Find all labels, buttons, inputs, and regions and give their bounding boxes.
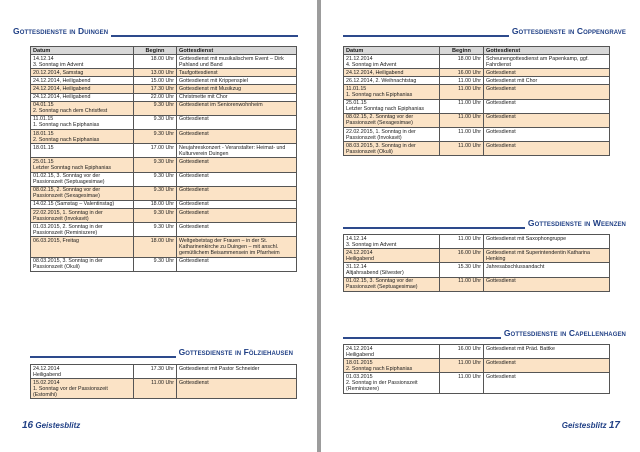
cell-date: 08.03.2015, 3. Sonntag in der Passionszeit (Okuli) — [344, 142, 440, 156]
section-title: Gottesdienste in Duingen — [10, 26, 111, 37]
cell-time: 9.30 Uhr — [134, 223, 177, 237]
table-row — [344, 85, 610, 99]
table-row — [31, 379, 297, 399]
cell-time: 11.00 Uhr — [440, 142, 484, 156]
cell-time: 18.00 Uhr — [440, 55, 484, 69]
cell-date: 01.03.2015, 2. Sonntag in der Passionszeit (Reminiszere) — [31, 223, 134, 237]
cell-date: 18.01.2015 2. Sonntag nach Epiphanias — [344, 359, 440, 373]
table-row — [31, 237, 297, 257]
table-row — [344, 55, 610, 69]
header-date: Datum — [31, 47, 134, 55]
schedule-table-coppengrave — [343, 46, 610, 156]
cell-service: Gottesdienst im Seniorenwohnheim — [177, 101, 297, 115]
cell-service: Gottesdienst — [484, 99, 610, 113]
cell-date: 26.12.2014, 2. Weihnachtstag — [344, 77, 440, 85]
cell-time: 11.00 Uhr — [134, 379, 177, 399]
header-time: Beginn — [440, 47, 484, 55]
section-heading-duingen — [10, 26, 298, 38]
schedule-table-capellenhagen — [343, 344, 610, 394]
table-row — [344, 373, 610, 393]
cell-date: 01.02.15, 3. Sonntag vor der Passionszeit (Septuagesimae) — [31, 172, 134, 186]
cell-service: Taufgottesdienst — [177, 69, 297, 77]
cell-date: 24.12.2014, Heiligabend — [31, 93, 134, 101]
table-row — [31, 200, 297, 208]
cell-time: 11.00 Uhr — [440, 85, 484, 99]
table-row — [31, 77, 297, 85]
cell-service: Gottesdienst — [177, 200, 297, 208]
table-header-row — [344, 47, 610, 55]
cell-service: Jahresabschlussandacht — [484, 263, 610, 277]
table-row — [344, 249, 610, 263]
cell-service: Gottesdienst — [177, 172, 297, 186]
cell-time: 18.00 Uhr — [134, 200, 177, 208]
section-title: Gottesdienste in Capellenhagen — [501, 328, 629, 339]
cell-service: Gottesdienst — [177, 209, 297, 223]
table-row — [31, 130, 297, 144]
cell-date: 18.01.15 — [31, 144, 134, 158]
cell-date: 20.12.2014, Samstag — [31, 69, 134, 77]
cell-service: Gottesdienst — [177, 130, 297, 144]
cell-time: 15.00 Uhr — [134, 77, 177, 85]
cell-time: 17.00 Uhr — [134, 144, 177, 158]
cell-date: 06.03.2015, Freitag — [31, 237, 134, 257]
table-row — [344, 69, 610, 77]
magazine-name: Geistesblitz — [35, 421, 81, 430]
cell-time: 18.00 Uhr — [134, 237, 177, 257]
schedule-table-weenzen — [343, 234, 610, 292]
cell-service: Weltgebetstag der Frauen – in der St. Katharinenkirche zu Duingen – mit anschl. gemütlichem Beisammensein im Pfarrheim — [177, 237, 297, 257]
cell-service: Christmette mit Chor — [177, 93, 297, 101]
table-row — [344, 235, 610, 249]
cell-service: Gottesdienst mit Krippenspiel — [177, 77, 297, 85]
table-header-row — [31, 47, 297, 55]
cell-time: 16.00 Uhr — [440, 249, 484, 263]
cell-date: 24.12.2014, Heiligabend — [31, 77, 134, 85]
cell-date: 14.02.15 (Samstag – Valentinstag) — [31, 200, 134, 208]
cell-service: Gottesdienst — [484, 359, 610, 373]
cell-date: 24.12.2014, Heiligabend — [344, 69, 440, 77]
cell-time: 9.30 Uhr — [134, 115, 177, 129]
cell-time: 22.00 Uhr — [134, 93, 177, 101]
cell-date: 08.02.15, 2. Sonntag vor der Passionszeit (Sexagesimae) — [31, 186, 134, 200]
cell-date: 22.02.2015, 1. Sonntag in der Passionszeit (Invokavit) — [31, 209, 134, 223]
cell-date: 25.01.15 Letzter Sonntag nach Epiphanias — [31, 158, 134, 172]
cell-service: Gottesdienst mit Superintendentin Katharina Henking — [484, 249, 610, 263]
cell-service: Gottesdienst — [484, 142, 610, 156]
cell-time: 11.00 Uhr — [440, 359, 484, 373]
cell-time: 11.00 Uhr — [440, 373, 484, 393]
cell-time: 11.00 Uhr — [440, 128, 484, 142]
table-row — [31, 186, 297, 200]
cell-service: Gottesdienst — [177, 186, 297, 200]
table-row — [31, 365, 297, 379]
cell-service: Gottesdienst mit Präd. Battke — [484, 345, 610, 359]
right-page — [321, 0, 640, 452]
cell-date: 04.01.15 2. Sonntag nach dem Christfest — [31, 101, 134, 115]
cell-time: 11.00 Uhr — [440, 99, 484, 113]
cell-date: 11.01.15 1. Sonntag nach Epiphanias — [344, 85, 440, 99]
section-title: Gottesdienste in Weenzen — [525, 218, 629, 229]
page-footer-left — [22, 420, 80, 431]
cell-time: 17.30 Uhr — [134, 365, 177, 379]
cell-service: Gottesdienst mit musikalischem Event – Dirk Pahland und Band — [177, 55, 297, 69]
table-row — [31, 223, 297, 237]
page-number: 17 — [608, 420, 620, 431]
cell-date: 01.02.15, 3. Sonntag vor der Passionszeit (Septuagesimae) — [344, 277, 440, 291]
table-row — [31, 158, 297, 172]
schedule-table-foelziehausen — [30, 364, 297, 399]
table-row — [31, 55, 297, 69]
table-row — [31, 209, 297, 223]
cell-service: Scheunengottesdienst am Papenkamp, ggf. Fahrdienst — [484, 55, 610, 69]
cell-service: Gottesdienst — [177, 223, 297, 237]
cell-time: 13.00 Uhr — [134, 69, 177, 77]
cell-service: Gottesdienst mit Pastor Schneider — [177, 365, 297, 379]
cell-time: 16.00 Uhr — [440, 345, 484, 359]
table-row — [344, 77, 610, 85]
header-date: Datum — [344, 47, 440, 55]
cell-date: 14.12.14 3. Sonntag im Advent — [31, 55, 134, 69]
cell-service: Gottesdienst — [484, 85, 610, 99]
cell-time: 11.00 Uhr — [440, 113, 484, 127]
cell-service: Gottesdienst — [177, 379, 297, 399]
page-footer-right — [562, 420, 620, 431]
cell-time: 15.30 Uhr — [440, 263, 484, 277]
table-row — [31, 101, 297, 115]
cell-time: 18.00 Uhr — [134, 55, 177, 69]
cell-date: 18.01.15 2. Sonntag nach Epiphanias — [31, 130, 134, 144]
cell-date: 24.12.2014 Heiligabend — [344, 249, 440, 263]
cell-time: 16.00 Uhr — [440, 69, 484, 77]
magazine-name: Geistesblitz — [561, 421, 607, 430]
cell-date: 24.12.2014 Heiligabend — [344, 345, 440, 359]
cell-date: 25.01.15 Letzter Sonntag nach Epiphanias — [344, 99, 440, 113]
cell-time: 11.00 Uhr — [440, 235, 484, 249]
cell-time: 9.30 Uhr — [134, 158, 177, 172]
cell-service: Gottesdienst — [484, 113, 610, 127]
cell-service: Gottesdienst — [484, 373, 610, 393]
table-row — [344, 99, 610, 113]
cell-date: 08.02.15, 2. Sonntag vor der Passionszeit (Sexagesimae) — [344, 113, 440, 127]
cell-date: 22.02.2015, 1. Sonntag in der Passionszeit (Invokavit) — [344, 128, 440, 142]
cell-time: 11.00 Uhr — [440, 277, 484, 291]
table-row — [31, 144, 297, 158]
table-row — [31, 93, 297, 101]
table-row — [344, 142, 610, 156]
cell-service: Neujahreskonzert - Veranstalter: Heimat- und Kulturverein Duingen — [177, 144, 297, 158]
cell-service: Gottesdienst — [484, 128, 610, 142]
cell-service: Gottesdienst — [177, 257, 297, 271]
cell-date: 21.12.2014 4. Sonntag im Advent — [344, 55, 440, 69]
cell-service: Gottesdienst — [177, 158, 297, 172]
schedule-table-duingen — [30, 46, 297, 272]
section-heading-coppengrave — [343, 26, 629, 38]
header-service: Gottesdienst — [484, 47, 610, 55]
section-heading-weenzen — [343, 218, 629, 230]
table-row — [344, 345, 610, 359]
table-row — [344, 113, 610, 127]
cell-date: 14.12.14 3. Sonntag im Advent — [344, 235, 440, 249]
table-row — [31, 115, 297, 129]
header-time: Beginn — [134, 47, 177, 55]
page-number: 16 — [22, 420, 34, 431]
table-row — [31, 69, 297, 77]
section-heading-capellenhagen — [343, 328, 629, 340]
table-row — [31, 172, 297, 186]
section-title: Gottesdienste in Fölziehausen — [176, 347, 296, 358]
cell-time: 9.30 Uhr — [134, 209, 177, 223]
cell-service: Gottesdienst mit Musikzug — [177, 85, 297, 93]
section-heading-foelziehausen — [30, 347, 296, 359]
cell-service: Gottesdienst — [177, 115, 297, 129]
table-row — [31, 257, 297, 271]
cell-date: 24.12.2014 Heiligabend — [31, 365, 134, 379]
cell-time: 17.30 Uhr — [134, 85, 177, 93]
cell-time: 9.30 Uhr — [134, 101, 177, 115]
cell-time: 9.30 Uhr — [134, 186, 177, 200]
cell-service: Gottesdienst — [484, 277, 610, 291]
cell-date: 31.12.14 Altjahrsabend (Silvester) — [344, 263, 440, 277]
cell-date: 24.12.2014, Heiligabend — [31, 85, 134, 93]
left-page — [0, 0, 317, 452]
section-title: Gottesdienste in Coppengrave — [509, 26, 629, 37]
table-row — [344, 359, 610, 373]
cell-service: Gottesdienst mit Chor — [484, 77, 610, 85]
cell-date: 11.01.15 1. Sonntag nach Epiphanias — [31, 115, 134, 129]
cell-service: Gottesdienst — [484, 69, 610, 77]
cell-time: 9.30 Uhr — [134, 172, 177, 186]
table-row — [344, 263, 610, 277]
table-row — [31, 85, 297, 93]
cell-time: 9.30 Uhr — [134, 130, 177, 144]
header-service: Gottesdienst — [177, 47, 297, 55]
table-row — [344, 128, 610, 142]
cell-time: 11.00 Uhr — [440, 77, 484, 85]
cell-time: 9.30 Uhr — [134, 257, 177, 271]
cell-date: 01.03.2015 2. Sonntag in der Passionszeit (Reminiszere) — [344, 373, 440, 393]
cell-date: 15.02.2014 1. Sonntag vor der Passionszeit (Estomihi) — [31, 379, 134, 399]
cell-service: Gottesdienst mit Saxophongruppe — [484, 235, 610, 249]
cell-date: 08.03.2015, 3. Sonntag in der Passionszeit (Okuli) — [31, 257, 134, 271]
table-row — [344, 277, 610, 291]
